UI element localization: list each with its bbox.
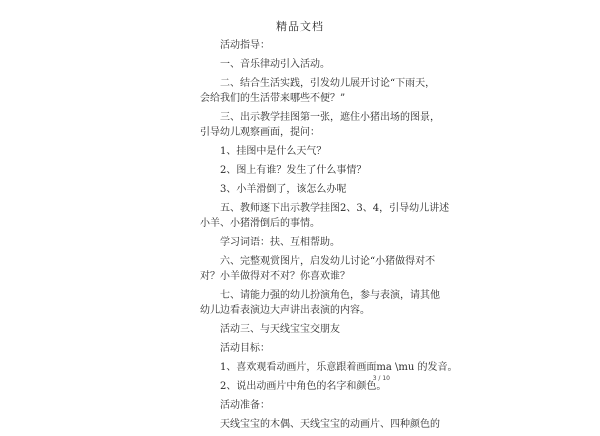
paragraph (200, 398, 422, 413)
text-line: 活动准备： (220, 400, 270, 411)
text-line: 活动目标： (220, 343, 270, 354)
paragraph (200, 417, 440, 432)
paragraph (200, 182, 422, 197)
text-line: 七、请能力强的幼儿扮演角色，参与表演，请其他 (220, 290, 440, 301)
text-line: 小羊、小猪滑倒后的事情。 (200, 218, 320, 229)
text-line: 五、教师逐下出示教学挂图2、3、4，引导幼儿讲述 (220, 203, 450, 214)
paragraph (200, 360, 458, 375)
text-line: 1、喜欢观看动画片，乐意跟着画面ma \mu 的发音。 (220, 362, 458, 373)
text-line: 三、出示教学挂图第一张，遮住小猪出场的图景， (220, 112, 440, 123)
paragraph (200, 110, 440, 140)
text-line: 六、完整观赏图片，启发幼儿讨论“小猪做得对不 (220, 256, 436, 267)
paragraph (200, 254, 436, 284)
text-line: 3、小羊滑倒了，该怎么办呢 (220, 184, 347, 195)
page-number: 3 / 10 (372, 375, 390, 382)
text-line: 幼儿边看表演边大声讲出表演的内容。 (200, 305, 370, 316)
page-header-title: 精品文档 (276, 20, 324, 33)
text-line: 引导幼儿观察画面，提问： (200, 127, 320, 138)
text-line: 学习词语：扶、互相帮助。 (220, 237, 340, 248)
paragraph (200, 288, 440, 318)
text-line: 2、图上有谁？发生了什么事情？ (220, 165, 367, 176)
text-line: 活动三、与天线宝宝交朋友 (220, 324, 340, 335)
text-line: 二、结合生活实践，引发幼儿展开讨论“下雨天， (220, 78, 436, 89)
paragraph (200, 144, 422, 159)
paragraph (200, 57, 422, 72)
paragraph (200, 235, 422, 250)
text-line: 天线宝宝的木偶、天线宝宝的动画片、四种颜色的 (220, 419, 440, 430)
text-line: 1、挂图中是什么天气？ (220, 146, 327, 157)
text-line: 2、说出动画片中角色的名字和颜色。 (220, 381, 387, 392)
paragraph (200, 76, 436, 106)
paragraph (200, 163, 422, 178)
paragraph (200, 341, 422, 356)
paragraph (200, 201, 450, 231)
paragraph (200, 322, 422, 337)
text-line: 一、音乐律动引入活动。 (220, 59, 330, 70)
text-line: 会给我们的生活带来哪些不便？” (200, 93, 346, 104)
text-line: 活动指导： (220, 40, 270, 51)
text-line: 对？小羊做得对不对？你喜欢谁？ (200, 271, 350, 282)
paragraph (200, 38, 422, 53)
